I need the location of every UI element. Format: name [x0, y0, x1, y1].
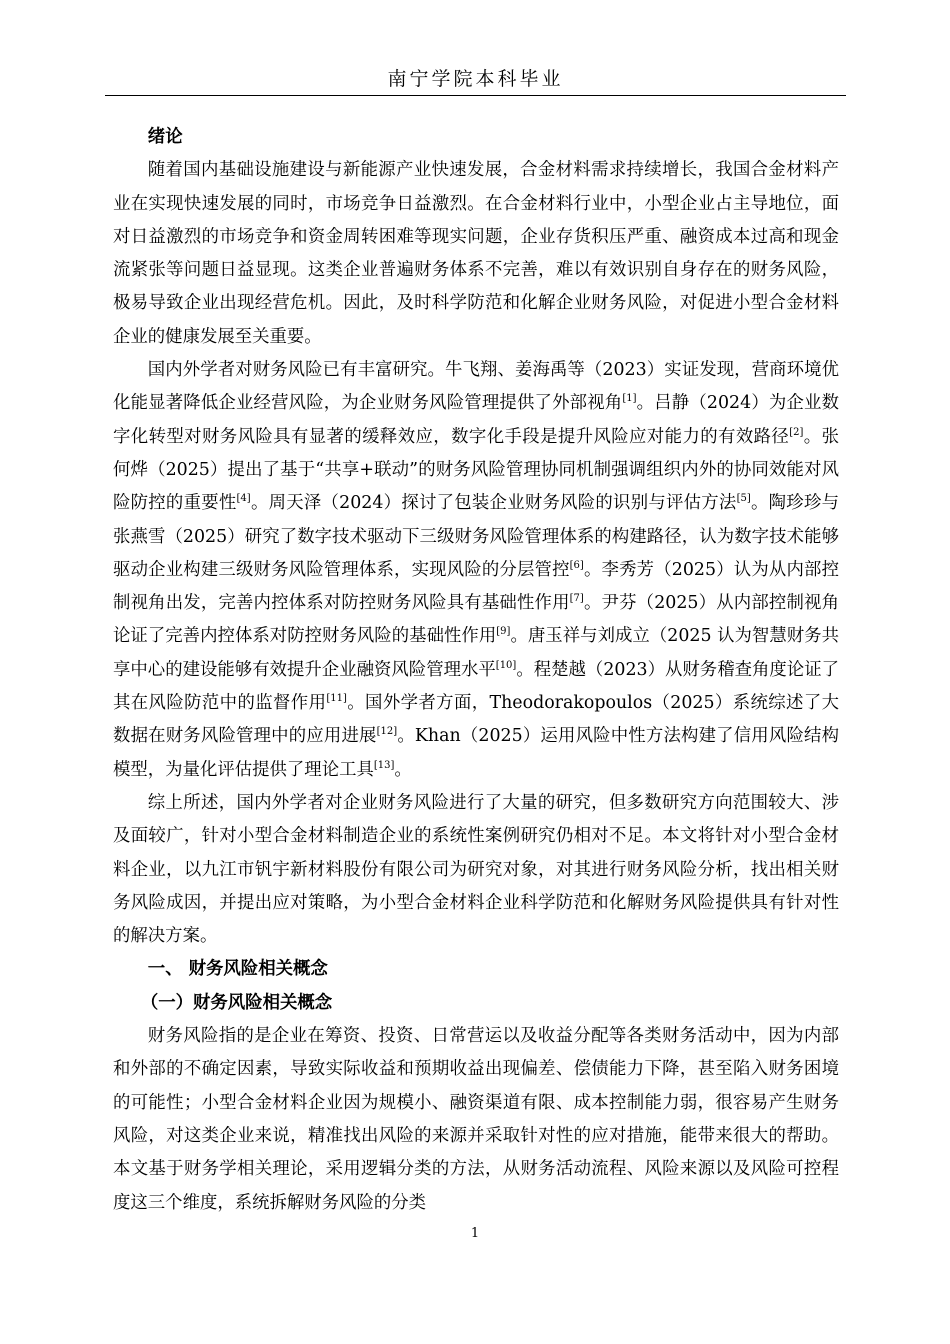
citation: [9]: [496, 626, 511, 638]
text-run: 。Khan（2025）运用风险中性方法构建了信用风险结构模型，为量化评估提供了理论工具: [113, 726, 839, 780]
text-run: 。唐玉祥与刘成立（2025 认为智慧财务共享中心的建设能够有效提升企业融资风险管理水平: [113, 626, 839, 680]
text-run: 。陶珍珍与张燕雪（2025）研究了数字技术驱动下三级财务风险管理体系的构建路径，认为数字技术能够驱动企业构建三级财务风险管理体系，实现风险的分层管控: [113, 493, 839, 580]
paragraph-4: 财务风险指的是企业在筹资、投资、日常营运以及收益分配等各类财务活动中，因为内部和外部的不确定因素，导致实际收益和预期收益出现偏差、偿债能力下降，甚至陷入财务困境的可能性；小型合金材料企业因为规模小、融资渠道有限、成本控制能力弱，很容易产生财务风险，对这类企业来说，精准找出风险的来源并采取针对性的应对措施，能带来很大的帮助。本文基于财务学相关理论，采用逻辑分类的方法，从财务活动流程、风险来源以及风险可控程度这三个维度，系统拆解财务风险的分类: [113, 1026, 839, 1213]
text-run: 。程楚越（2023）从财务稽查角度论证了其在风险防范中的监督作用: [113, 659, 839, 714]
citation: [6]: [569, 559, 584, 571]
subsection-1-heading: （一）财务风险相关概念: [140, 992, 333, 1013]
text-run: 国内外学者对财务风险已有丰富研究。牛飞翔、姜海禹等（2023）实证发现，营商环境优化能显著降低企业经营风险，为企业财务风险管理提供了外部视角: [113, 360, 839, 414]
text-run: 。周天泽（2024）探讨了包装企业财务风险的识别与评估方法: [250, 493, 737, 514]
text-run: 。: [394, 759, 412, 780]
section-1-heading: 一、 财务风险相关概念: [147, 959, 328, 980]
text-run: 。尹芬（2025）从内部控制视角论证了完善内控体系对防控财务风险的基础性作用: [113, 593, 839, 647]
citation: [11]: [326, 693, 347, 705]
document-body: [113, 121, 839, 1220]
paragraph-1: 随着国内基础设施建设与新能源产业快速发展，合金材料需求持续增长，我国合金材料产业在实现快速发展的同时，市场竞争日益激烈。在合金材料行业中，小型企业占主导地位，面对日益激烈的市场竞争和资金周转困难等现实问题，企业存货积压严重、融资成本过高和现金流紧张等问题日益显现。这类企业普遍财务体系不完善，难以有效识别自身存在的财务风险，极易导致企业出现经营危机。因此，及时科学防范和化解企业财务风险，对促进小型合金材料企业的健康发展至关重要。: [113, 160, 839, 347]
citation: [2]: [789, 426, 804, 438]
citation: [13]: [373, 759, 395, 771]
text-run: 。张何烨（2025）提出了基于“共享+联动”的财务风险管理协同机制强调组织内外的协同效能对风险防控的重要性: [113, 426, 839, 514]
citation: [10]: [495, 659, 517, 671]
page-header: 南宁学院本科毕业: [387, 68, 564, 90]
page-number: 1: [470, 1226, 480, 1241]
text-run: 。吕静（2024）为企业数字化转型对财务风险具有显著的缓释效应，数字化手段是提升风险应对能力的有效路径: [113, 393, 839, 447]
citation: [1]: [622, 393, 637, 405]
header-rule: [105, 95, 846, 96]
intro-heading: 绪论: [147, 127, 183, 147]
paragraph-2: [113, 354, 839, 787]
citation: [12]: [376, 726, 398, 738]
citation: [4]: [236, 493, 251, 505]
citation: [5]: [736, 493, 751, 505]
text-run: 。国外学者方面，Theodorakopoulos（2025）系统综述了大数据在财务风险管理中的应用进展: [113, 693, 839, 747]
paragraph-3: 综上所述，国内外学者对企业财务风险进行了大量的研究，但多数研究方向范围较大、涉及面较广，针对小型合金材料制造企业的系统性案例研究仍相对不足。本文将针对小型合金材料企业，以九江市钒宇新材料股份有限公司为研究对象，对其进行财务风险分析，找出相关财务风险成因，并提出应对策略，为小型合金材料企业科学防范和化解财务风险提供具有针对性的解决方案。: [113, 792, 839, 947]
text-run: 。李秀芳（2025）认为从内部控制视角出发，完善内控体系对防控财务风险具有基础性作用: [113, 559, 839, 614]
citation: [7]: [569, 593, 584, 605]
